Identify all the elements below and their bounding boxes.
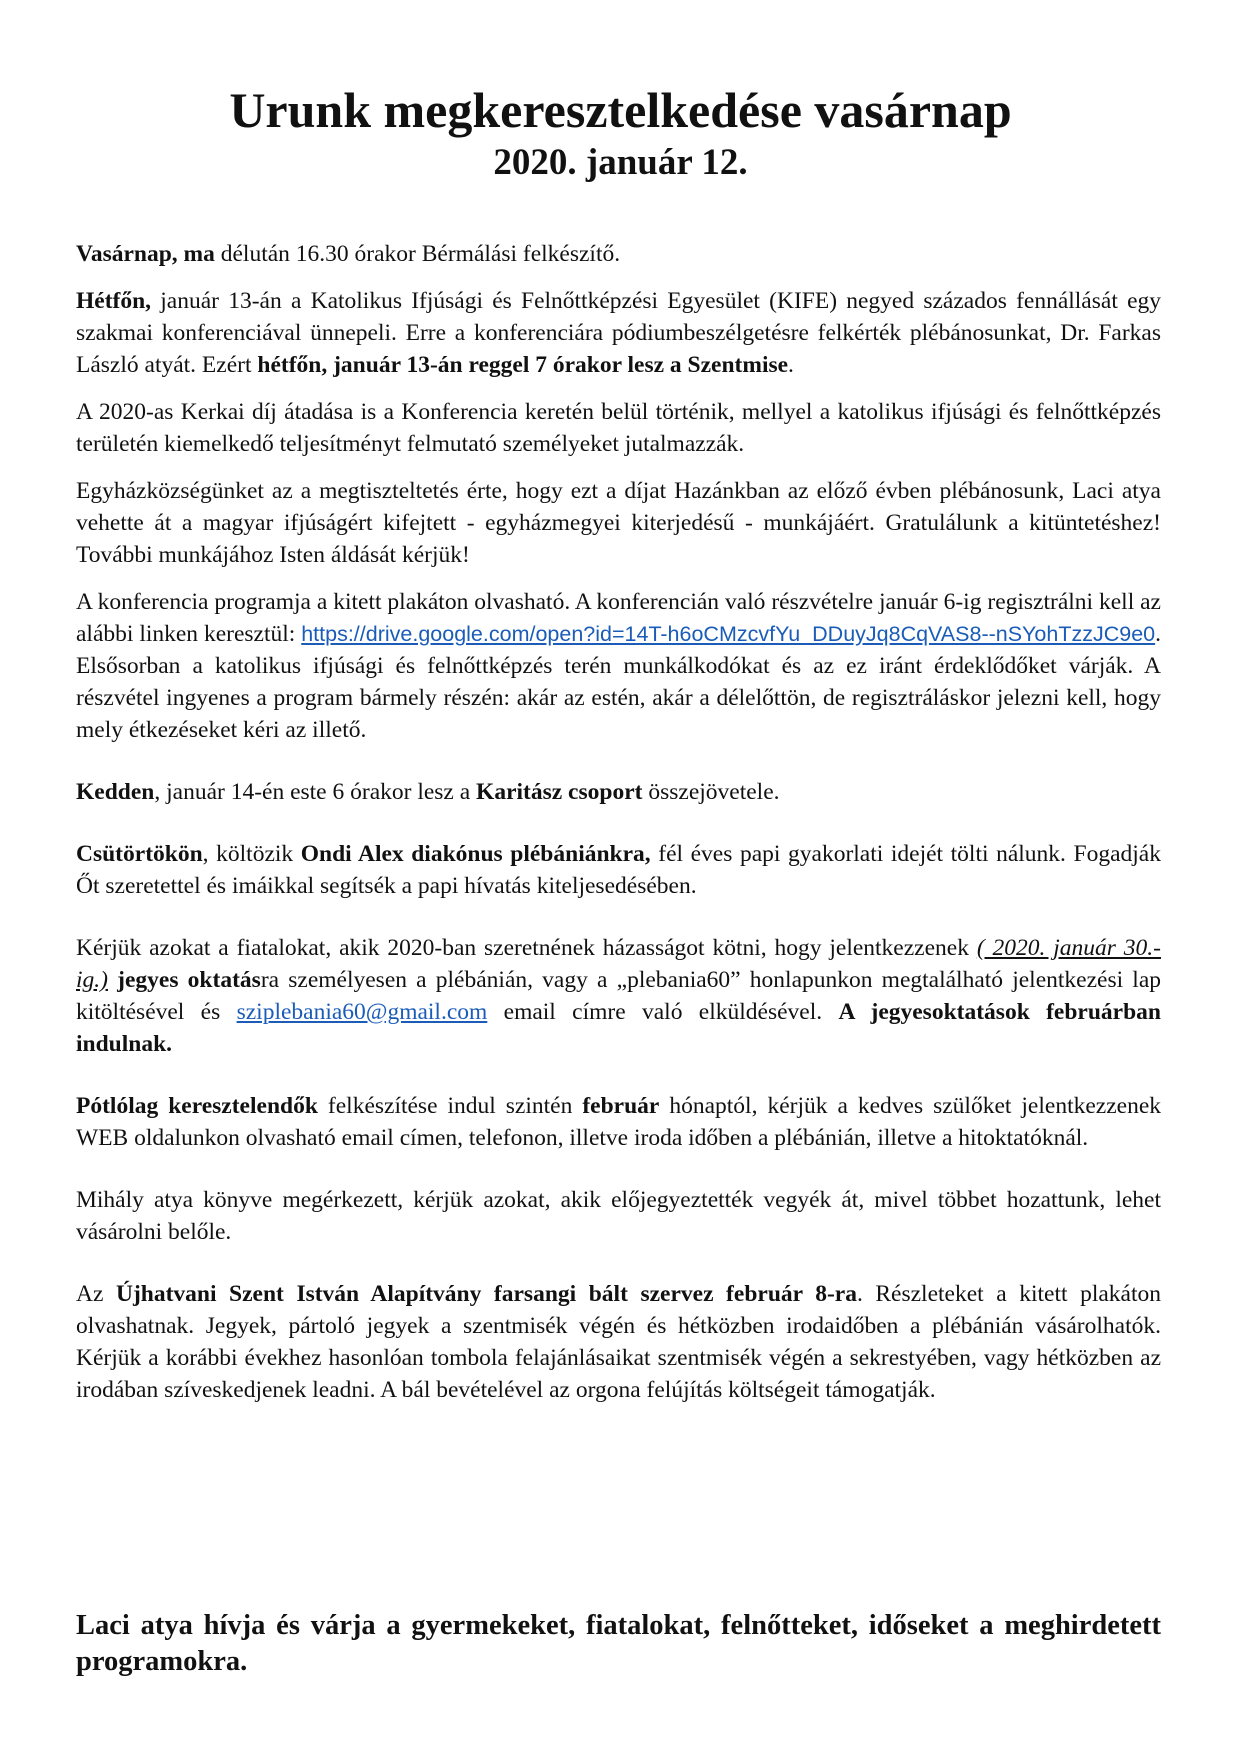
text: , költözik <box>202 841 301 867</box>
announcement-carnival-ball <box>76 1278 1161 1406</box>
text: A konferencia programja a kitett plakáton olvasható. A konferencián való részvételre január 6-ig regisztrálni kell az alábbi linken keresztül: <box>76 589 1161 647</box>
text: felkészítése indul szintén <box>317 1093 583 1119</box>
text: január 13-án a Katolikus Ifjúsági és Felnőttképzési Egyesület (KIFE) negyed százados fennállását egy szakmai konferenciával ünnepeli. Erre a konferenciára pódiumbeszélgetésre felkérték plébánosunkat, Dr. Farkas László atyát. Ezért <box>76 288 1161 378</box>
announcement-book <box>76 1184 1161 1248</box>
text: . Elsősorban a katolikus ifjúsági és felnőttképzés terén munkálkodókat és az ez iránt érdeklődőket várják. A részvétel ingyenes a program bármely részén: akár az estén, akár a délelőttön, de regisztráláskor jelezni kell, hogy mely étkezéseket kéri az illető. <box>76 621 1161 743</box>
announcements <box>76 238 1161 1421</box>
bold-text: Ondi Alex diakónus plébániánkra, <box>300 841 651 867</box>
announcement-tuesday <box>76 776 1161 808</box>
bold-text: A jegyesoktatások februárban indulnak. <box>76 999 1161 1057</box>
text: ra személyesen a plébánián, vagy a „plebania60” honlapunkon megtalálható jelentkezési lap kitöltésével és <box>76 967 1162 1025</box>
text: . Részleteket a kitett plakáton olvashatnak. Jegyek, pártoló jegyek a szentmisék végén és hétközben irodaidőben a plébánián vásárolhatók. Kérjük a korábbi évekhez hasonlóan tombola felajánlásaikat szentmisék végén a sekrestyében, vagy hétközben az irodában szíveskedjenek leadni. A bál bevételével az orgona felújítás költségeit támogatják. <box>76 1281 1161 1403</box>
announcement-sunday <box>76 238 1161 270</box>
text: , január 14-én este 6 órakor lesz a <box>154 779 477 805</box>
bold-text: jegyes oktatás <box>117 967 261 993</box>
text <box>108 967 117 993</box>
email-link[interactable]: sziplebania60@gmail.com <box>236 999 488 1025</box>
announcement-monday <box>76 285 1161 381</box>
announcement-kerkai-award <box>76 396 1161 460</box>
deadline-text: ( 2020. január 30.-ig.) <box>76 935 1161 993</box>
registration-link[interactable]: https://drive.google.com/open?id=14T-h6oCMzcvfYu_DDuyJq8CqVAS8--nSYohTzzJC9e0 <box>301 622 1156 646</box>
bold-text: hétfőn, január 13-án reggel 7 órakor lesz a Szentmise <box>257 352 789 378</box>
announcement-conference-registration <box>76 586 1161 746</box>
bold-text: Vasárnap, ma <box>76 241 215 267</box>
bold-text: Pótlólag keresztelendők <box>76 1093 318 1119</box>
announcement-marriage-prep <box>76 932 1161 1060</box>
closing-invitation: Laci atya hívja és várja a gyermekeket, fiatalokat, felnőtteket, időseket a meghirdetett programokra. <box>76 1610 1161 1677</box>
page-date: 2020. január 12. <box>493 142 748 183</box>
text: összejövetele. <box>642 779 780 805</box>
text: Kérjük azokat a fiatalokat, akik 2020-ban szeretnének házasságot kötni, hogy jelentkezzenek <box>76 935 977 961</box>
bold-text: Kedden <box>76 779 155 805</box>
text: Egyházközségünket az a megtiszteltetés érte, hogy ezt a díjat Hazánkban az előző évben plébánosunk, Laci atya vehette át a magyar ifjúságért kifejtett - egyházmegyei kiterjedésű - munkájáért. Gratulálunk a kitüntetéshez! További munkájához Isten áldását kérjük! <box>76 478 1161 568</box>
bold-text: Újhatvani Szent István Alapítvány farsangi bált szervez február 8-ra <box>115 1281 857 1307</box>
text: hónaptól, kérjük a kedves szülőket jelentkezzenek WEB oldalunkon olvasható email címen, telefonon, illetve iroda időben a plébánián, illetve a hitoktatóknál. <box>76 1093 1162 1151</box>
text: fél éves papi gyakorlati idejét tölti nálunk. Fogadják Őt szeretettel és imáikkal segítsék a papi hívatás kiteljesedésében. <box>76 841 1161 899</box>
text: email címre való elküldésével. <box>487 999 839 1025</box>
text: Mihály atya könyve megérkezett, kérjük azokat, akik előjegyeztették vegyék át, mivel többet hozattunk, lehet vásárolni belőle. <box>76 1187 1161 1245</box>
bold-text: Csütörtökön <box>76 841 203 867</box>
bold-text: február <box>582 1093 660 1119</box>
bold-text: Hétfőn, <box>76 288 152 314</box>
announcement-baptism-prep <box>76 1090 1161 1154</box>
text: . <box>788 352 794 378</box>
announcement-congratulations <box>76 475 1161 571</box>
announcement-thursday <box>76 838 1161 902</box>
text: délután 16.30 órakor Bérmálási felkészítő. <box>214 241 621 267</box>
text: Az <box>76 1281 116 1307</box>
bold-text: Karitász csoport <box>476 779 643 805</box>
text: A 2020-as Kerkai díj átadása is a Konferencia keretén belül történik, mellyel a katolikus ifjúsági és felnőttképzés területén kiemelkedő teljesítményt felmutató személyeket jutalmazzák. <box>76 399 1161 457</box>
page-title: Urunk megkeresztelkedése vasárnap <box>229 82 1012 138</box>
